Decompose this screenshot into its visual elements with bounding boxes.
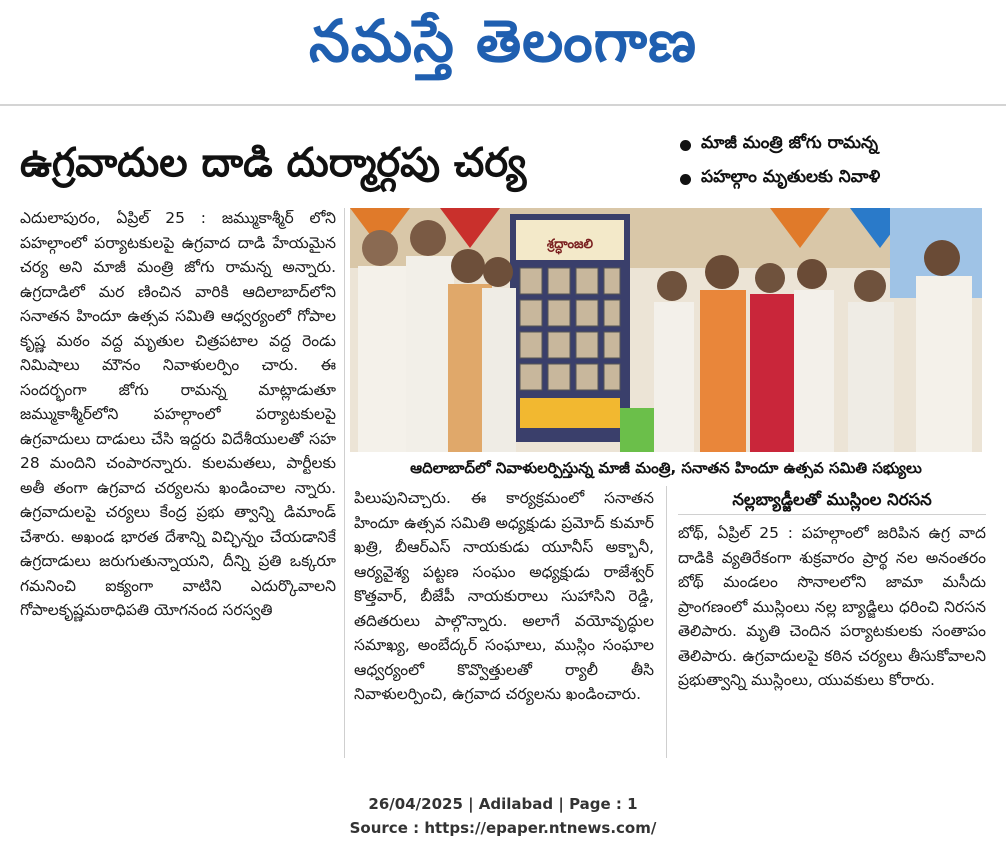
side-story-body: బోథ్, ఏప్రిల్ 25 : పహల్గాంలో జరిపిన ఉగ్ర వాద దాడికి వ్యతిరేకంగా శుక్రవారం ప్రార్థ నల అనంతరం బోథ్ మండలం సొనాలలోని జామా మసీదు ప్రాంగణంలో ముస్లింలు నల్ల బ్యాడ్జిలు ధరించి నిరసన తెలిపారు. మృతి చెందిన పర్యాటకులకు సంతాపం తెలిపారు. ఉగ్రవాదులపై కఠిన చర్యలు తీసుకోవాలని ప్రభుత్వాన్ని ముస్లింలు, యువకులు కోరారు.	[678, 524, 986, 689]
page-footer	[0, 792, 1006, 840]
photo-illustration	[350, 208, 982, 452]
column-divider	[666, 486, 667, 758]
bullet-dot-icon	[680, 140, 691, 151]
footer-source: Source : https://epaper.ntnews.com/	[349, 819, 657, 837]
banner-text: శ్రద్ధాంజలి	[546, 237, 594, 252]
bullet-text: మాజీ మంత్రి జోగు రామన్న	[701, 133, 878, 153]
article-column-1: ఎదులాపురం, ఏప్రిల్ 25 : జమ్ముకాశ్మీర్ లోని పహల్గాంలో పర్యాటకులపై ఉగ్రవాద దాడి హేయమైన చర్య అని మాజీ మంత్రి జోగు రామన్న అన్నారు. ఉగ్రదాడిలో మర ణించిన వారికి ఆదిలాబాద్‌లోని సనాతన హిందూ ఉత్సవ సమితి ఆధ్వర్యంలో గోపాల కృష్ణ మఠం వద్ద మృతుల చిత్రపటాల వద్ద రెండు నిమిషాలు మౌనం నివాళులర్పిం చారు. ఈ సందర్భంగా జోగు రామన్న మాట్లాడుతూ జమ్ముకాశ్మీర్‌లోని పహల్గాంలో పర్యాటకులపై ఉగ్రవాదులు దాడులు చేసి ఇద్దరు విదేశీయులతో సహ 28 మందిని చంపారన్నారు. కులమతలు, పార్టీలకు అతీ తంగా ఉగ్రవాద చర్యలను ఖండించాల న్నారు. ఉగ్రవాదులపై చర్యలు కేంద్ర ప్రభు త్వాన్ని డిమాండ్ చేశారు. అఖండ భారత దేశాన్ని విచ్ఛిన్నం చేయడానికే ఉగ్రదాడులు జరుగుతున్నాయని, దీన్ని ప్రతి ఒక్కరూ గమనించి ఐక్యంగా వాటిని ఎదుర్కొవాలని గోపాలకృష్ణమఠాధిపతి యోగనంద సరస్వతి	[20, 209, 336, 619]
bullet-item	[680, 162, 1000, 196]
side-story-headline: నల్లబ్యాడ్జీలతో ముస్లింల నిరసన	[678, 486, 986, 515]
news-photo	[350, 208, 982, 452]
masthead-logo: నమస్తే తెలంగాణ	[309, 7, 697, 75]
article-headline: ఉగ్రవాదుల దాడి దుర్మార్గపు చర్య	[20, 140, 527, 186]
highlight-bullets	[680, 128, 1000, 196]
bullet-text: పహల్గాం మృతులకు నివాళి	[701, 167, 881, 187]
masthead-divider	[0, 104, 1006, 106]
photo-caption: ఆదిలాబాద్‌లో నివాళులర్పిస్తున్న మాజీ మంత్రి, సనాతన హిందూ ఉత్సవ సమితి సభ్యులు	[410, 459, 922, 477]
footer-date-edition: 26/04/2025 | Adilabad | Page : 1	[368, 795, 638, 813]
column-divider	[344, 208, 345, 758]
bullet-item	[680, 128, 1000, 162]
bullet-dot-icon	[680, 174, 691, 185]
article-column-2: పిలుపునిచ్చారు. ఈ కార్యక్రమంలో సనాతన హిందూ ఉత్సవ సమితి అధ్యక్షుడు ప్రమోద్ కుమార్ ఖత్రి, బీఆర్ఎస్ నాయకుడు యూనీస్ అక్బానీ, ఆర్యవైశ్య పట్టణ సంఘం అధ్యక్షుడు రాజేశ్వర్ కొత్తవార్, బీజేపీ నాయకురాలు సుహాసిని రెడ్డి, తదితరులు పాల్గొన్నారు. అలాగే వయోవృద్ధుల సమాఖ్య, అంబేద్కర్ సంఘాలు, ముస్లిం సంఘాల ఆధ్వర్యంలో కొవ్వొత్తులతో ర్యాలీ తీసి నివాళులర్పించి, ఉగ్రవాద చర్యలను ఖండించారు.	[354, 489, 654, 703]
